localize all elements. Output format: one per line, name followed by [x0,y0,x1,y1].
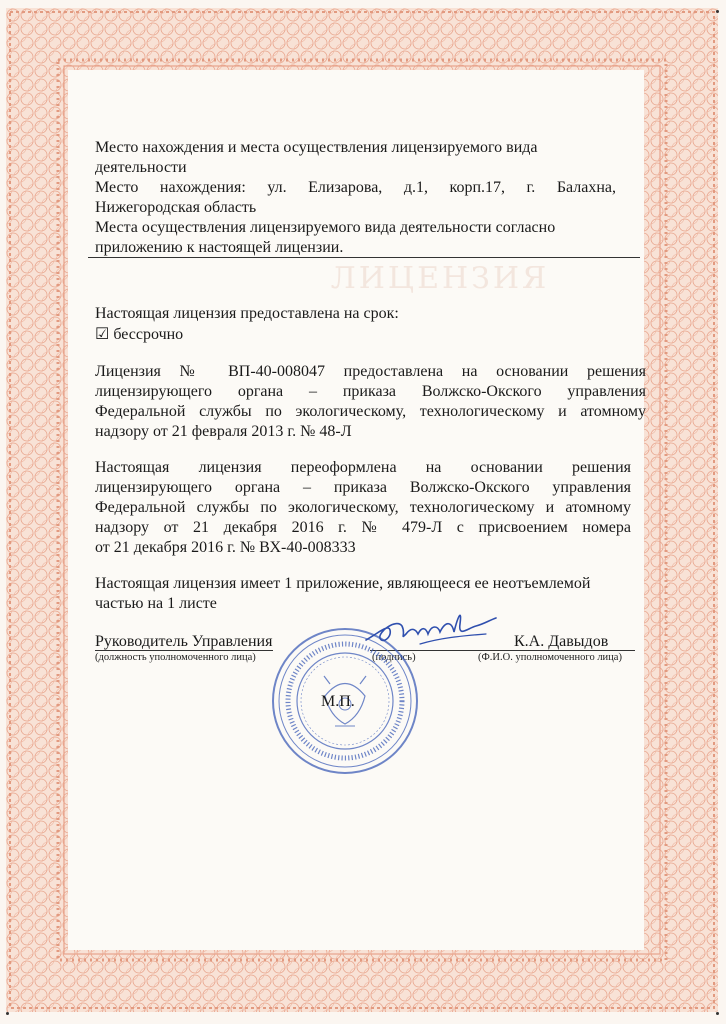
caption-position: (должность уполномоченного лица) [95,652,256,663]
reissue-line1: Настоящая лицензия переоформлена на основании решения [95,459,631,476]
basis-line4: надзору от 21 февраля 2013 г. № 48-Л [95,423,352,440]
term-row [95,324,183,345]
basis-line2: лицензирующего органа – приказа Волжско-Окского управления [95,383,646,400]
annex-line2: частью на 1 листе [95,595,217,612]
caption-signature: (подпись) [372,652,416,663]
reissue-line3: Федеральной службы по экологическому, технологическому и атомному [95,499,631,516]
term-value: бессрочно [113,326,184,343]
location-address-line2: Нижегородская область [95,199,257,216]
handwritten-signature [360,604,500,654]
location-heading-line2: деятельности [95,159,187,176]
reissue-line2: лицензирующего органа – приказа Волжско-Окского управления [95,479,631,496]
scan-speck [716,10,719,13]
location-heading-line1: Место нахождения и места осуществления лицензируемого вида [95,139,538,156]
location-places-line2: приложению к настоящей лицензии. [95,239,344,256]
term-label: Настоящая лицензия предоставлена на срок: [95,305,399,322]
basis-line1: Лицензия № ВП-40-008047 предоставлена на основании решения [95,363,646,380]
location-places-line1: Места осуществления лицензируемого вида деятельности согласно [95,219,556,236]
checkbox-checked-icon: ☑ [95,326,110,343]
basis-line3: Федеральной службы по экологическому, технологическому и атомному [95,403,646,420]
location-address-line1: Место нахождения: ул. Елизарова, д.1, корп.17, г. Балахна, [95,179,616,196]
stamp-placeholder-label: М.П. [321,693,355,710]
svg-text:ЛИЦЕНЗИЯ: ЛИЦЕНЗИЯ [330,261,550,296]
signatory-position: Руководитель Управления [95,633,273,650]
signatory-name: К.А. Давыдов [514,633,609,650]
reissue-line5: от 21 декабря 2016 г. № ВХ-40-008333 [95,539,356,556]
faded-watermark [330,250,550,310]
location-underline [88,257,640,258]
scan-speck [6,1012,9,1015]
reissue-line4: надзору от 21 декабря 2016 г. № 479-Л с присвоением номера [95,519,631,536]
caption-name: (Ф.И.О. уполномоченного лица) [478,652,622,663]
position-underline [95,650,273,651]
annex-line1: Настоящая лицензия имеет 1 приложение, являющееся ее неотъемлемой [95,575,591,592]
scan-speck [716,1012,719,1015]
